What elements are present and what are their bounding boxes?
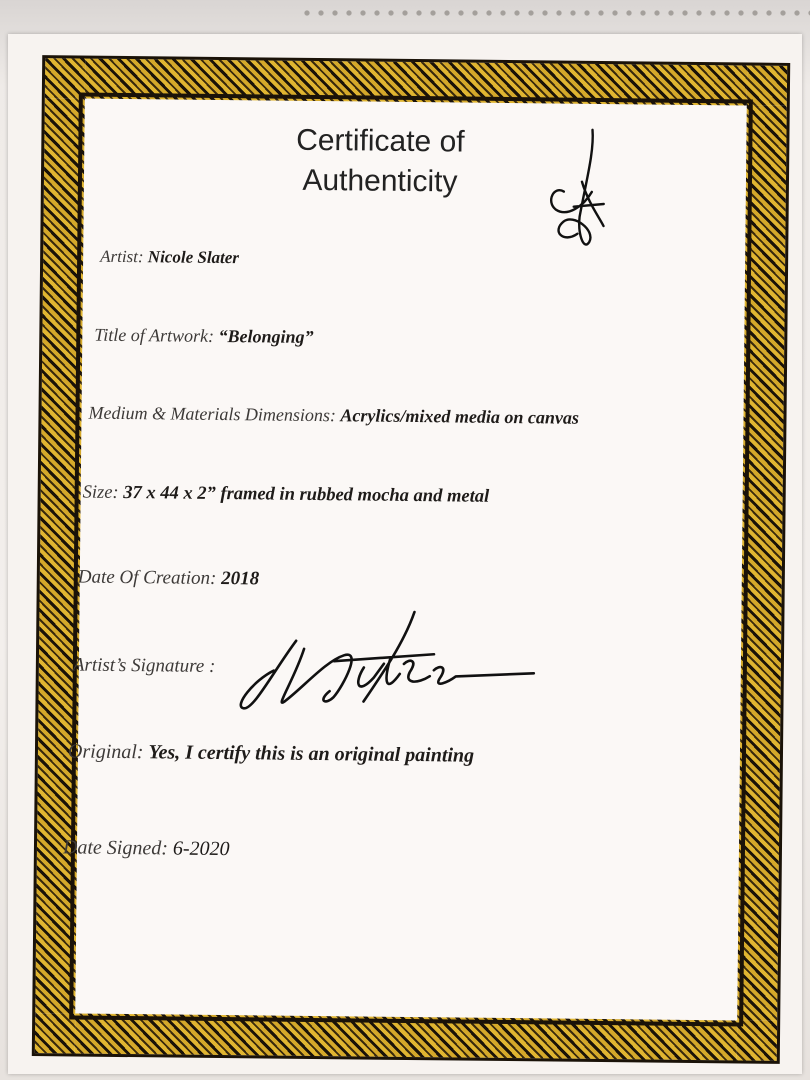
title-line-2: Authenticity <box>302 163 458 199</box>
title-line-1: Certificate of <box>296 123 465 159</box>
size-label: Size: <box>82 482 119 503</box>
size-value: 37 x 44 x 2” framed in rubbed mocha and metal <box>123 482 490 507</box>
medium-field <box>88 403 579 429</box>
signature-label: Artist’s Signature : <box>72 654 216 677</box>
date-signed-label: Date Signed: <box>62 836 169 860</box>
medium-label: Medium & Materials Dimensions: <box>88 402 337 426</box>
signature-field <box>73 654 216 677</box>
certificate-title <box>44 118 787 206</box>
original-field <box>68 740 474 767</box>
date-signed-value: 6-2020 <box>172 837 230 861</box>
medium-value: Acrylics/mixed media on canvas <box>340 405 580 428</box>
artist-signature-icon <box>233 600 554 723</box>
sleeve-binder-holes <box>300 6 810 20</box>
artwork-title-field <box>94 325 313 348</box>
date-creation-label: Date Of Creation: <box>77 566 217 589</box>
original-value: Yes, I certify this is an original painting <box>148 741 475 767</box>
artist-value: Nicole Slater <box>147 247 240 268</box>
certificate-content <box>35 58 787 1061</box>
artwork-title-value: “Belonging” <box>218 325 314 347</box>
date-creation-field <box>78 567 260 591</box>
original-label: Original: <box>67 740 144 764</box>
size-field <box>83 483 490 508</box>
date-signed-field <box>63 836 230 861</box>
artwork-title-label: Title of Artwork: <box>94 324 215 346</box>
date-creation-value: 2018 <box>221 568 260 590</box>
artist-label: Artist: <box>100 246 144 267</box>
corner-signature-icon <box>533 121 614 262</box>
artist-field <box>100 247 239 268</box>
